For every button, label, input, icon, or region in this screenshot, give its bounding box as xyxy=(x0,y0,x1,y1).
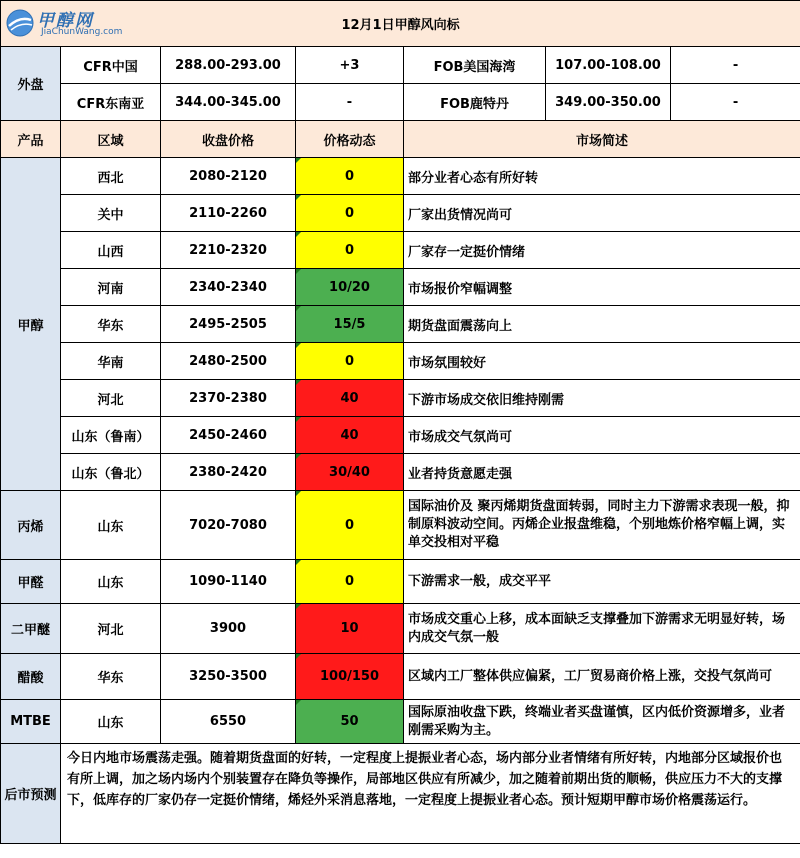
price-cell: 2480-2500 xyxy=(161,343,296,380)
external-label: 外盘 xyxy=(1,47,61,121)
price-cell: 2495-2505 xyxy=(161,306,296,343)
header-summary: 市场简述 xyxy=(404,121,800,158)
region-cell: 河南 xyxy=(61,269,161,306)
dynamic-cell: 0 xyxy=(296,560,404,604)
ext-market: CFR东南亚 xyxy=(61,84,161,121)
price-cell: 7020-7080 xyxy=(161,491,296,560)
region-cell: 山东 xyxy=(61,700,161,744)
ext-market: FOB美国海湾 xyxy=(404,47,546,84)
dynamic-cell: 0 xyxy=(296,195,404,232)
ext-change: - xyxy=(296,84,404,121)
dynamic-cell: 40 xyxy=(296,380,404,417)
dynamic-cell: 15/5 xyxy=(296,306,404,343)
ext-price: 107.00-108.00 xyxy=(546,47,671,84)
ext-market: FOB鹿特丹 xyxy=(404,84,546,121)
forecast-label: 后市预测 xyxy=(1,744,61,844)
dynamic-cell: 40 xyxy=(296,417,404,454)
region-cell: 华东 xyxy=(61,654,161,700)
price-cell: 2340-2340 xyxy=(161,269,296,306)
table-row xyxy=(1,604,800,654)
region-cell: 华东 xyxy=(61,306,161,343)
price-cell: 3900 xyxy=(161,604,296,654)
header-row xyxy=(1,121,800,158)
dynamic-cell: 0 xyxy=(296,491,404,560)
header-dynamic: 价格动态 xyxy=(296,121,404,158)
table-row xyxy=(1,158,800,195)
price-cell: 2370-2380 xyxy=(161,380,296,417)
forecast-text: 今日内地市场震荡走强。随着期货盘面的好转，一定程度上提振业者心态，场内部分业者情绪有所好转，内地部分区域报价也有所上调，加之场内场内个别装置存在降负等操作，局部地区供应有所减少，加之随着前期出货的顺畅，供应压力不大的支撑下，低库存的厂家仍存一定挺价情绪，烯烃外采消息落地，一定程度上提振业者心态。预计短期甲醇市场价格震荡运行。 xyxy=(61,744,800,844)
region-cell: 河北 xyxy=(61,380,161,417)
title-bar xyxy=(1,1,800,47)
region-cell: 山东 xyxy=(61,560,161,604)
region-cell: 山东（鲁南） xyxy=(61,417,161,454)
ext-market: CFR中国 xyxy=(61,47,161,84)
note-cell: 市场成交气氛尚可 xyxy=(404,417,800,454)
table-row xyxy=(1,560,800,604)
header-price: 收盘价格 xyxy=(161,121,296,158)
price-cell: 1090-1140 xyxy=(161,560,296,604)
dynamic-cell: 0 xyxy=(296,158,404,195)
logo-globe-icon xyxy=(5,8,35,38)
note-cell: 市场氛围较好 xyxy=(404,343,800,380)
region-cell: 河北 xyxy=(61,604,161,654)
table-row xyxy=(1,269,800,306)
region-cell: 山东（鲁北） xyxy=(61,454,161,491)
ext-price: 349.00-350.00 xyxy=(546,84,671,121)
table-row xyxy=(1,306,800,343)
table-row xyxy=(1,700,800,744)
region-cell: 关中 xyxy=(61,195,161,232)
price-cell: 2080-2120 xyxy=(161,158,296,195)
price-cell: 6550 xyxy=(161,700,296,744)
ext-price: 344.00-345.00 xyxy=(161,84,296,121)
price-cell: 3250-3500 xyxy=(161,654,296,700)
table-row xyxy=(1,343,800,380)
page-title: 12月1日甲醇风向标 xyxy=(341,18,460,33)
region-cell: 山东 xyxy=(61,491,161,560)
note-cell: 国际油价及 聚丙烯期货盘面转弱，同时主力下游需求表现一般，抑制原料波动空间。丙烯企业报盘维稳，个别地炼价格窄幅上调，实单交投相对平稳 xyxy=(404,491,800,560)
note-cell: 下游需求一般，成交平平 xyxy=(404,560,800,604)
region-cell: 西北 xyxy=(61,158,161,195)
price-cell: 2110-2260 xyxy=(161,195,296,232)
price-cell: 2210-2320 xyxy=(161,232,296,269)
dynamic-cell: 30/40 xyxy=(296,454,404,491)
dynamic-cell: 0 xyxy=(296,232,404,269)
ext-change: - xyxy=(671,84,800,121)
region-cell: 华南 xyxy=(61,343,161,380)
price-cell: 2380-2420 xyxy=(161,454,296,491)
dynamic-cell: 100/150 xyxy=(296,654,404,700)
note-cell: 市场成交重心上移，成本面缺乏支撑叠加下游需求无明显好转，场内成交气氛一般 xyxy=(404,604,800,654)
note-cell: 业者持货意愿走强 xyxy=(404,454,800,491)
note-cell: 厂家出货情况尚可 xyxy=(404,195,800,232)
header-region: 区域 xyxy=(61,121,161,158)
header-product: 产品 xyxy=(1,121,61,158)
region-cell: 山西 xyxy=(61,232,161,269)
note-cell: 下游市场成交依旧维持刚需 xyxy=(404,380,800,417)
dynamic-cell: 50 xyxy=(296,700,404,744)
note-cell: 部分业者心态有所好转 xyxy=(404,158,800,195)
note-cell: 市场报价窄幅调整 xyxy=(404,269,800,306)
logo-text-cn: 甲醇网 xyxy=(37,11,94,31)
note-cell: 区域内工厂整体供应偏紧，工厂贸易商价格上涨，交投气氛尚可 xyxy=(404,654,800,700)
table-row xyxy=(1,195,800,232)
ext-change: - xyxy=(671,47,800,84)
note-cell: 期货盘面震荡向上 xyxy=(404,306,800,343)
logo xyxy=(5,4,135,42)
table-row xyxy=(1,232,800,269)
note-cell: 国际原油收盘下跌，终端业者买盘谨慎，区内低价资源增多，业者刚需采购为主。 xyxy=(404,700,800,744)
price-cell: 2450-2460 xyxy=(161,417,296,454)
table-row xyxy=(1,491,800,560)
table-row xyxy=(1,417,800,454)
ext-change: +3 xyxy=(296,47,404,84)
product-cell: 醋酸 xyxy=(1,654,61,700)
product-cell: 二甲醚 xyxy=(1,604,61,654)
logo-text-en: JiaChunWang.com xyxy=(41,27,123,37)
product-cell: MTBE xyxy=(1,700,61,744)
table-row xyxy=(1,654,800,700)
product-cell: 甲醛 xyxy=(1,560,61,604)
table-row xyxy=(1,380,800,417)
ext-price: 288.00-293.00 xyxy=(161,47,296,84)
dynamic-cell: 10 xyxy=(296,604,404,654)
note-cell: 厂家存一定挺价情绪 xyxy=(404,232,800,269)
dynamic-cell: 0 xyxy=(296,343,404,380)
product-methanol: 甲醇 xyxy=(1,158,61,491)
forecast-row xyxy=(1,744,800,844)
product-cell: 丙烯 xyxy=(1,491,61,560)
dynamic-cell: 10/20 xyxy=(296,269,404,306)
table-row xyxy=(1,454,800,491)
